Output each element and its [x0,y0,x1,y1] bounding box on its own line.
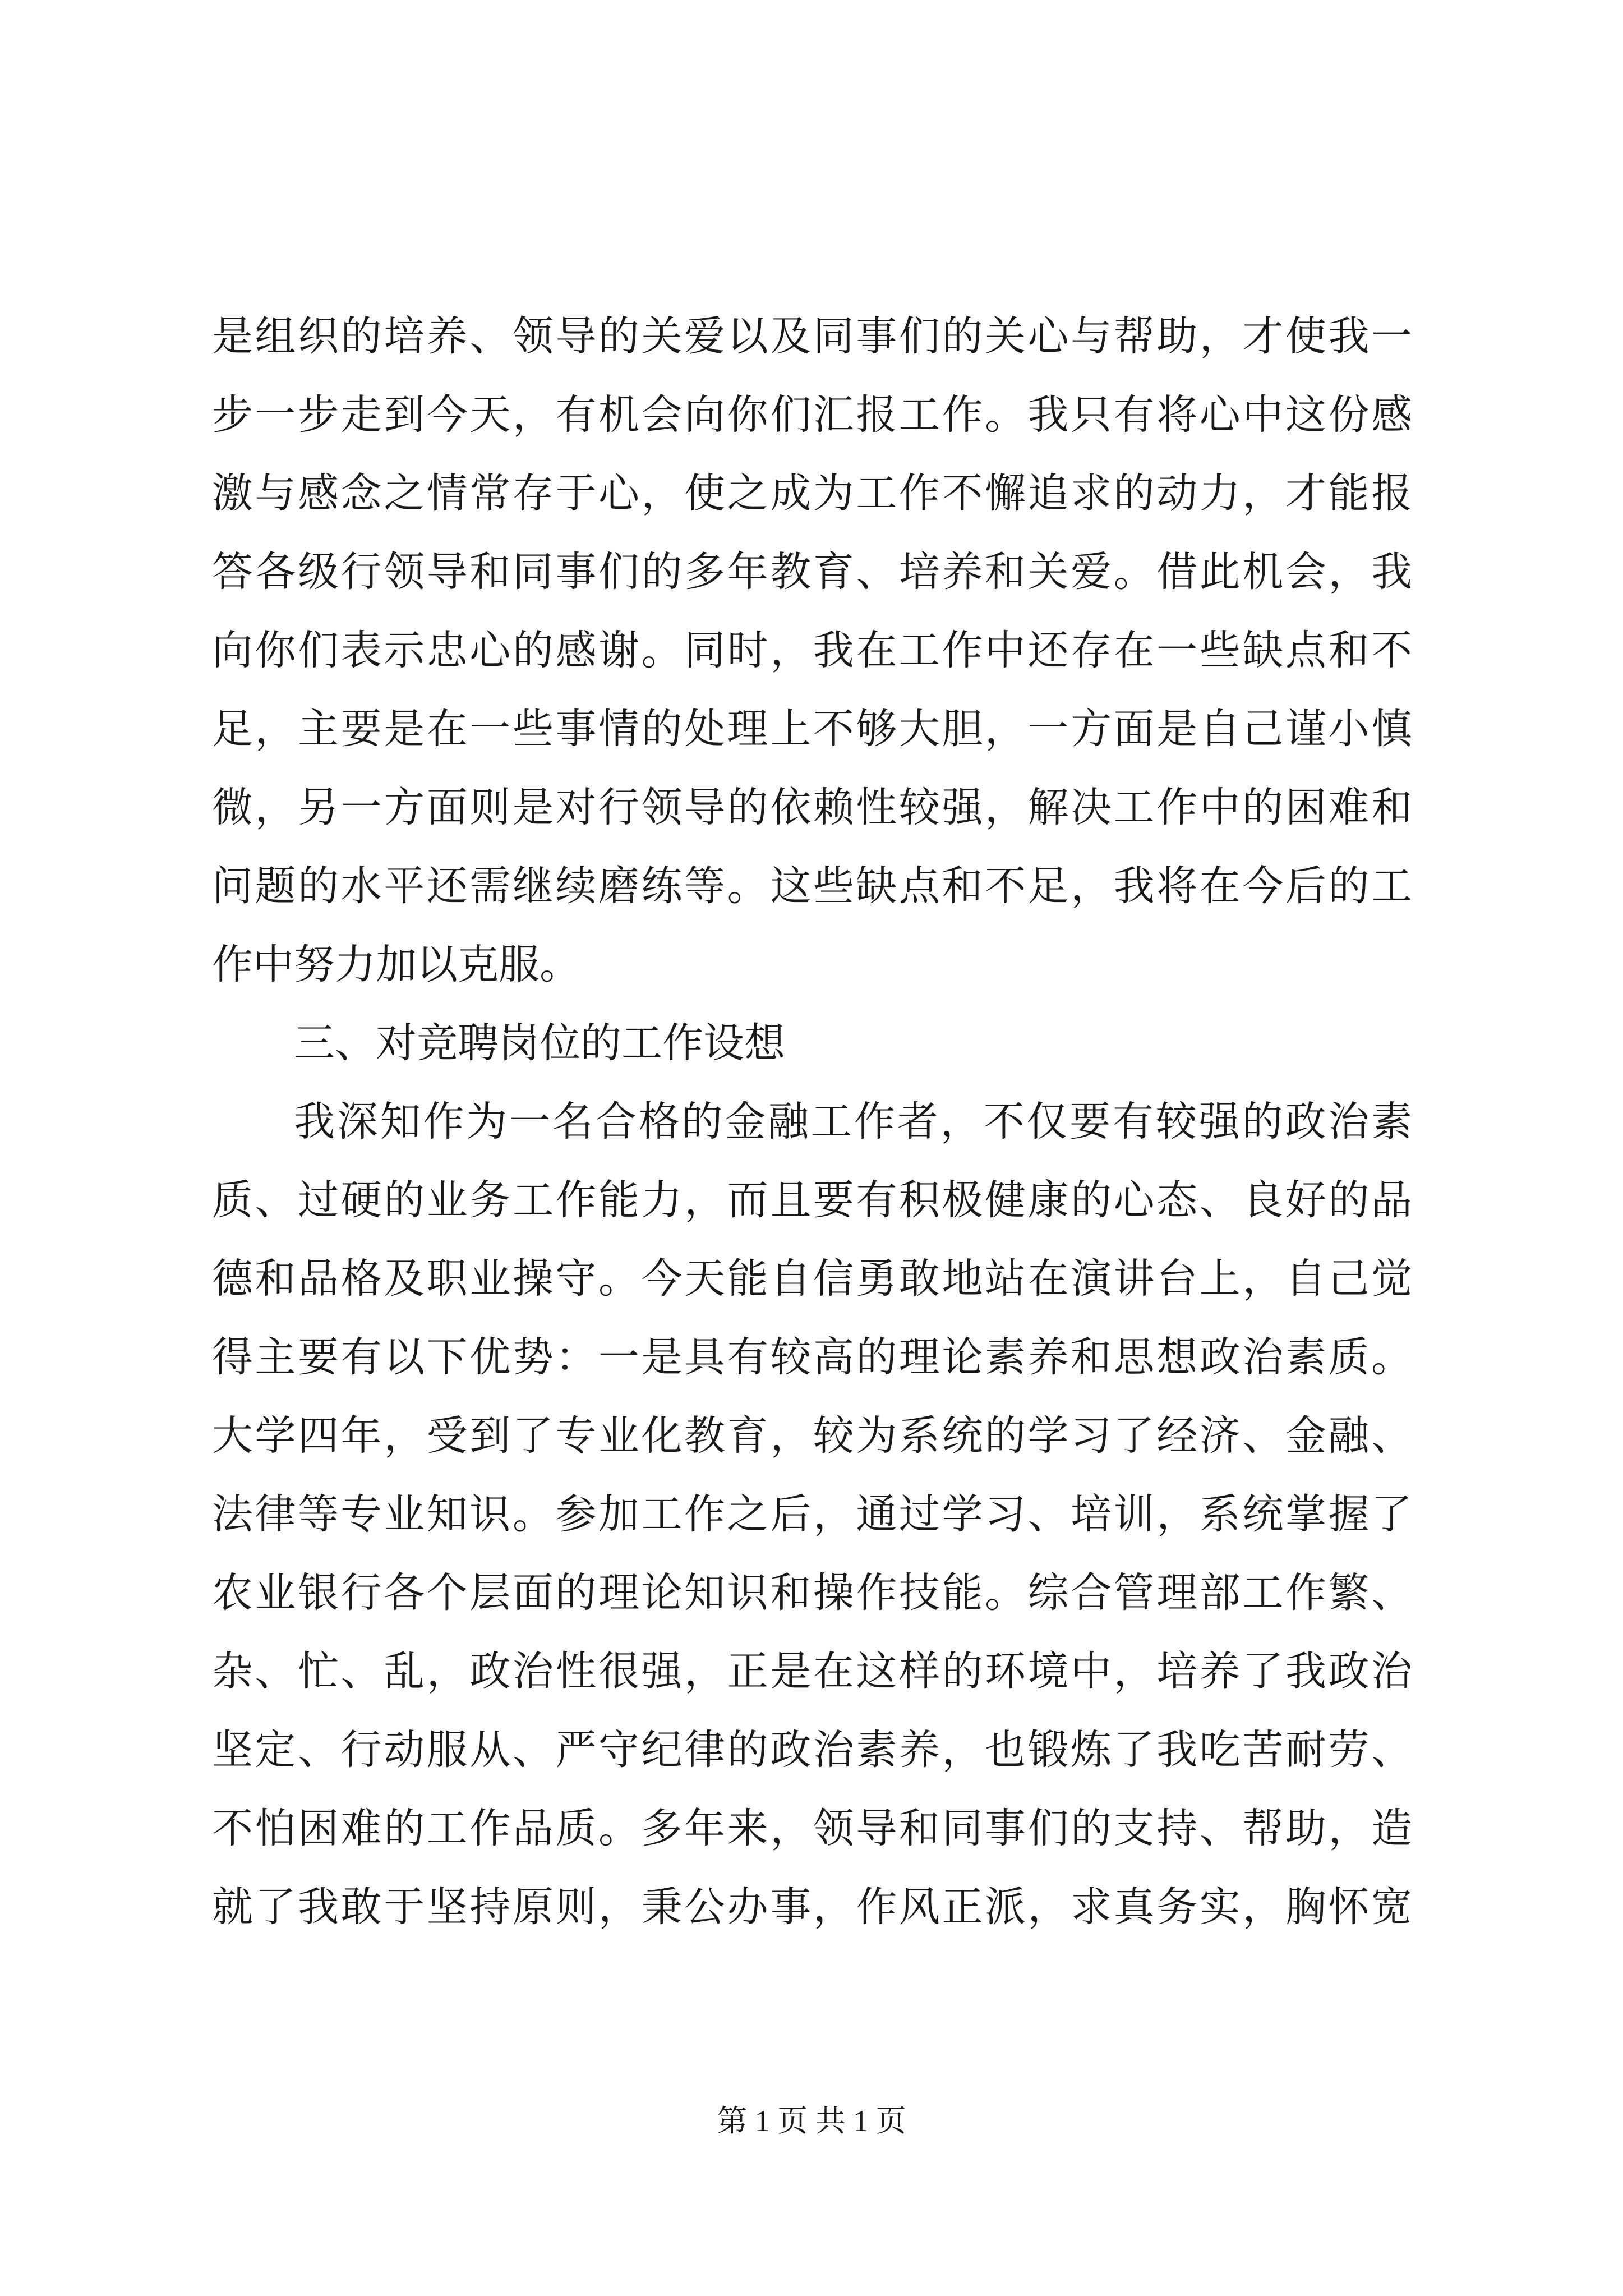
text-line: 足，主要是在一些事情的处理上不够大胆，一方面是自己谨小慎 [212,705,1412,753]
page-footer: 第 1 页 共 1 页 [717,2104,906,2138]
text-line: 坚定、行动服从、严守纪律的政治素养，也锻炼了我吃苦耐劳、 [212,1726,1412,1774]
section-heading: 三、对竞聘岗位的工作设想 [294,1019,785,1067]
text-line: 我深知作为一名合格的金融工作者，不仅要有较强的政治素 [294,1098,1412,1145]
text-line: 激与感念之情常存于心，使之成为工作不懈追求的动力，才能报 [212,470,1412,517]
text-line: 步一步走到今天，有机会向你们汇报工作。我只有将心中这份感 [212,391,1412,439]
text-line: 就了我敢于坚持原则，秉公办事，作风正派，求真务实，胸怀宽 [212,1883,1412,1931]
text-line: 不怕困难的工作品质。多年来，领导和同事们的支持、帮助，造 [212,1805,1412,1852]
text-line: 是组织的培养、领导的关爱以及同事们的关心与帮助，才使我一 [212,312,1412,360]
text-line: 得主要有以下优势：一是具有较高的理论素养和思想政治素质。 [212,1333,1412,1381]
text-line: 答各级行领导和同事们的多年教育、培养和关爱。借此机会，我 [212,548,1412,596]
text-line: 杂、忙、乱，政治性很强，正是在这样的环境中，培养了我政治 [212,1648,1412,1695]
text-line: 农业银行各个层面的理论知识和操作技能。综合管理部工作繁、 [212,1569,1412,1617]
text-line: 微，另一方面则是对行领导的依赖性较强，解决工作中的困难和 [212,784,1412,831]
text-line: 作中努力加以克服。 [212,941,580,988]
text-line: 德和品格及职业操守。今天能自信勇敢地站在演讲台上，自己觉 [212,1255,1412,1303]
text-line: 大学四年，受到了专业化教育，较为系统的学习了经济、金融、 [212,1412,1412,1460]
text-line: 法律等专业知识。参加工作之后，通过学习、培训，系统掌握了 [212,1490,1412,1538]
text-line: 问题的水平还需继续磨练等。这些缺点和不足，我将在今后的工 [212,862,1412,910]
document-body [212,297,1412,1947]
text-line: 质、过硬的业务工作能力，而且要有积极健康的心态、良好的品 [212,1176,1412,1224]
text-line: 向你们表示忠心的感谢。同时，我在工作中还存在一些缺点和不 [212,627,1412,674]
